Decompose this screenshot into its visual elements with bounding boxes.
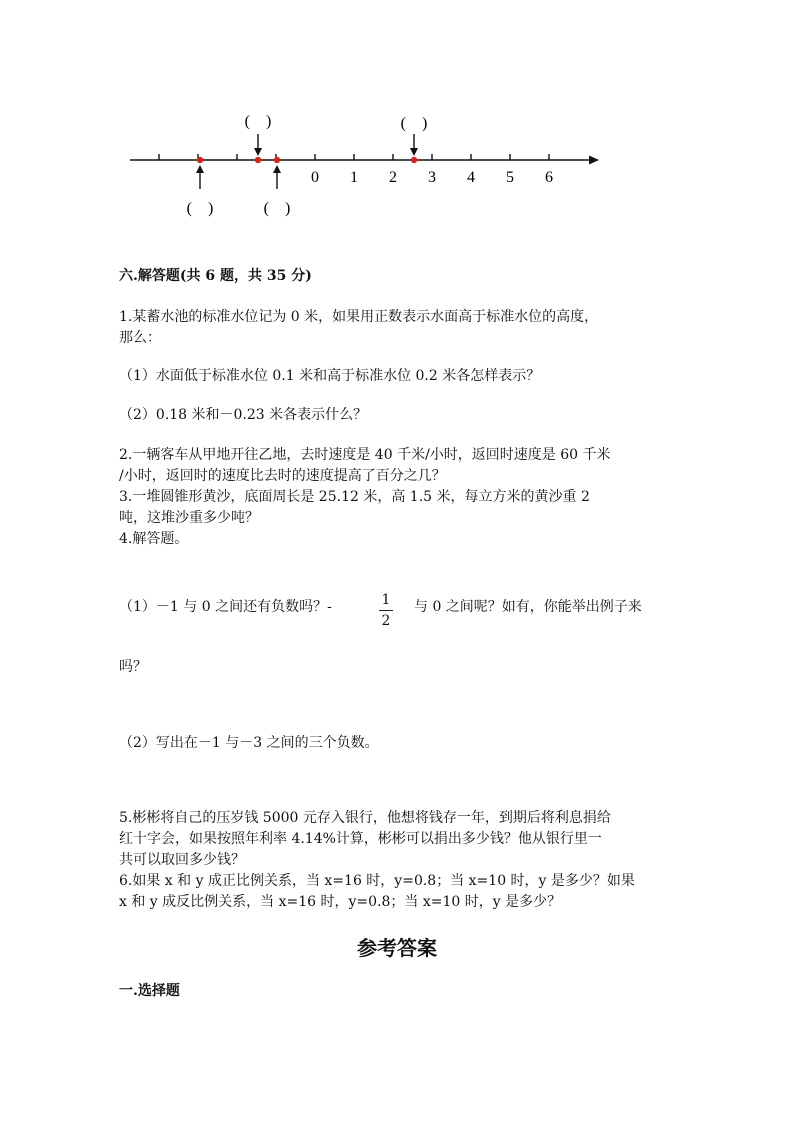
point-a — [197, 157, 203, 163]
number-line-figure — [0, 0, 794, 230]
q1-part1: （1）水面低于标准水位 0.1 米和高于标准水位 0.2 米各怎样表示？ — [119, 368, 541, 384]
q6-line1: 6.如果 x 和 y 成正比例关系，当 x=16 时，y=0.8；当 x=10 时，y 是多少？如果 — [119, 873, 635, 889]
q3-line2: 吨，这堆沙重多少吨？ — [119, 510, 259, 526]
q5-line2: 红十字会，如果按照年利率 4.14%计算，彬彬可以捐出多少钱？他从银行里一 — [119, 831, 602, 847]
number-line-tick-labels — [311, 169, 553, 186]
answers-section-1: 一.选择题 — [119, 983, 180, 999]
point-b — [255, 157, 261, 163]
fraction-denominator: 2 — [381, 613, 391, 629]
number-line-arrowhead — [589, 156, 599, 165]
tick-label: 6 — [545, 169, 553, 186]
fraction-bar — [379, 610, 393, 611]
up-arrow-icon — [196, 165, 204, 189]
q1-part2: （2）0.18 米和－0.23 米各表示什么？ — [119, 407, 368, 423]
tick-label: 2 — [389, 169, 397, 186]
answer-blank-d: ( ) — [400, 115, 428, 132]
q4-part1-continued: 吗？ — [119, 659, 147, 675]
tick-label: 3 — [428, 169, 436, 186]
q1-stem-line1: 1.某蓄水池的标准水位记为 0 米，如果用正数表示水面高于标准水位的高度， — [119, 309, 599, 325]
fraction-one-half — [379, 592, 393, 629]
q5-line3: 共可以取回多少钱？ — [119, 852, 245, 868]
point-d — [411, 157, 417, 163]
q5-line1: 5.彬彬将自己的压岁钱 5000 元存入银行，他想将钱存一年，到期后将利息捐给 — [119, 810, 611, 826]
tick-label: 5 — [506, 169, 514, 186]
q4-part2: （2）写出在－1 与－3 之间的三个负数。 — [119, 735, 379, 751]
q4-part1-after: 与 0 之间呢？如有，你能举出例子来 — [414, 599, 642, 615]
q6-line2: x 和 y 成反比例关系，当 x=16 时，y=0.8；当 x=10 时，y 是多少？ — [119, 894, 562, 910]
q4-part1-before: （1）－1 与 0 之间还有负数吗？- — [119, 599, 332, 615]
answer-blank-c: ( ) — [263, 200, 291, 217]
tick-label: 4 — [467, 169, 475, 186]
point-c — [274, 157, 280, 163]
up-arrow-icon — [273, 165, 281, 189]
tick-label: 1 — [350, 169, 358, 186]
number-line-ticks — [159, 154, 549, 160]
down-arrow-icon — [410, 134, 418, 156]
tick-label: 0 — [311, 169, 319, 186]
down-arrow-icon — [254, 134, 262, 156]
answers-title: 参考答案 — [357, 936, 437, 960]
q4-stem: 4.解答题。 — [119, 531, 189, 547]
q1-stem-line2: 那么： — [119, 330, 161, 346]
q2-line2: /小时，返回时的速度比去时的速度提高了百分之几？ — [119, 468, 446, 484]
q2-line1: 2.一辆客车从甲地开往乙地，去时速度是 40 千米/小时，返回时速度是 60 千米 — [119, 447, 611, 463]
answer-blank-b: ( ) — [244, 113, 272, 130]
q3-line1: 3.一堆圆锥形黄沙，底面周长是 25.12 米，高 1.5 米，每立方米的黄沙重 2 — [119, 489, 590, 505]
answer-blank-a: ( ) — [186, 200, 214, 217]
section-6-title: 六.解答题(共 6 题，共 35 分) — [119, 268, 312, 284]
fraction-numerator: 1 — [381, 592, 391, 608]
